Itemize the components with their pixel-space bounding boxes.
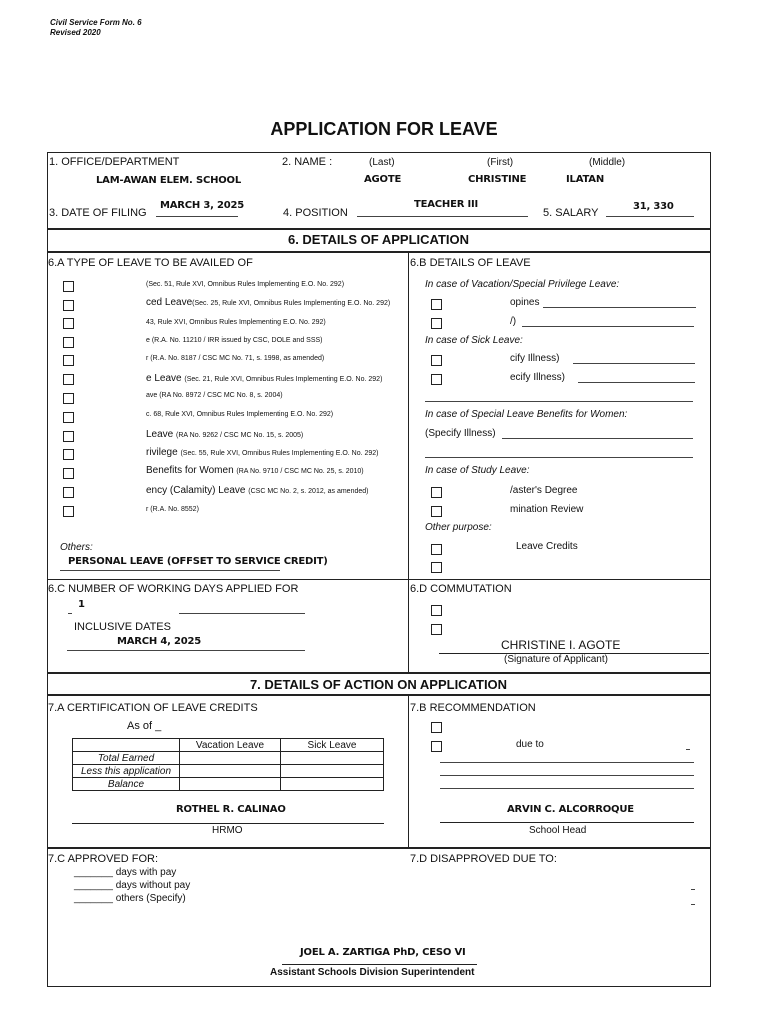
leave-checkbox[interactable] <box>63 300 74 311</box>
position-underline <box>357 216 528 217</box>
details-label: /) <box>510 316 517 327</box>
as-of-label: As of _ <box>127 720 162 732</box>
leave-type-label: rivilege (Sec. 55, Rule XVI, Omnibus Rules Implementing E.O. No. 292) <box>146 447 379 458</box>
table-cell[interactable] <box>180 752 281 765</box>
other-purpose-heading: Other purpose: <box>425 522 492 533</box>
others-label: Others: <box>60 542 93 553</box>
details-label: mination Review <box>510 504 584 515</box>
leave-type-label: r (R.A. No. 8552) <box>146 506 199 513</box>
applicant-name: CHRISTINE I. AGOTE <box>501 638 621 652</box>
hrmo-signature-line <box>72 823 384 824</box>
position-value: TEACHER III <box>414 199 479 210</box>
date-filing-value: MARCH 3, 2025 <box>160 200 245 211</box>
leave-credits-table <box>72 738 384 791</box>
leave-type-label: c. 68, Rule XVI, Omnibus Rules Implementing E.O. No. 292) <box>146 411 334 418</box>
divider <box>47 847 710 849</box>
details-underline <box>578 382 695 383</box>
details-underline <box>425 457 693 458</box>
leave-checkbox[interactable] <box>63 337 74 348</box>
first-name-value: CHRISTINE <box>468 174 527 185</box>
details-label: Leave Credits <box>516 541 578 552</box>
details-checkbox[interactable] <box>431 487 442 498</box>
school-head-title: School Head <box>529 825 587 836</box>
last-name-label: (Last) <box>369 157 395 168</box>
leave-checkbox[interactable] <box>63 318 74 329</box>
leave-type-label: ency (Calamity) Leave (CSC MC No. 2, s. 2012, as amended) <box>146 485 369 496</box>
column-divider <box>408 252 409 672</box>
leave-type-label: Benefits for Women (RA No. 9710 / CSC MC No. 25, s. 2010) <box>146 465 364 476</box>
recommendation-checkbox[interactable] <box>431 741 442 752</box>
recommendation-underline <box>440 775 694 776</box>
table-header: Sick Leave <box>281 739 384 752</box>
section-7d-label: 7.D DISAPPROVED DUE TO: <box>410 853 557 865</box>
details-checkbox[interactable] <box>431 299 442 310</box>
date-filing-label: 3. DATE OF FILING <box>49 207 147 219</box>
hrmo-title: HRMO <box>212 825 243 836</box>
table-cell[interactable] <box>281 765 384 778</box>
approved-line: _______ days without pay <box>74 880 191 891</box>
section-6b-label: 6.B DETAILS OF LEAVE <box>410 257 531 269</box>
details-checkbox[interactable] <box>431 355 442 366</box>
table-cell[interactable] <box>180 778 281 791</box>
leave-type-label: ced Leave(Sec. 25, Rule XVI, Omnibus Rules Implementing E.O. No. 292) <box>146 297 391 308</box>
details-underline <box>543 307 696 308</box>
details-underline <box>425 401 693 402</box>
days-underline <box>68 613 72 614</box>
recommendation-underline <box>686 749 690 750</box>
leave-type-label: 43, Rule XVI, Omnibus Rules Implementing E.O. No. 292) <box>146 319 326 326</box>
leave-checkbox[interactable] <box>63 449 74 460</box>
first-name-label: (First) <box>487 157 514 168</box>
table-row <box>73 765 384 778</box>
inclusive-dates-label: INCLUSIVE DATES <box>74 621 171 633</box>
days-underline <box>179 613 305 614</box>
leave-checkbox[interactable] <box>63 468 74 479</box>
recommendation-underline <box>440 762 694 763</box>
name-label: 2. NAME : <box>282 156 333 168</box>
details-checkbox[interactable] <box>431 544 442 555</box>
divider <box>47 251 710 253</box>
commutation-checkbox[interactable] <box>431 605 442 616</box>
divider <box>47 672 710 674</box>
school-head-name: ARVIN C. ALCORROQUE <box>507 804 634 815</box>
disapproved-underline <box>691 904 695 905</box>
section-7a-label: 7.A CERTIFICATION OF LEAVE CREDITS <box>48 702 258 714</box>
leave-type-label: Leave (RA No. 9262 / CSC MC No. 15, s. 2005) <box>146 429 304 440</box>
details-label: cify Illness) <box>510 353 560 364</box>
asds-title: Assistant Schools Division Superintendent <box>270 967 475 978</box>
leave-checkbox[interactable] <box>63 412 74 423</box>
date-underline <box>156 216 238 217</box>
vacation-heading: In case of Vacation/Special Privilege Leave: <box>425 279 620 290</box>
table-cell[interactable] <box>180 765 281 778</box>
leave-type-label: ave (RA No. 8972 / CSC MC No. 8, s. 2004) <box>146 392 283 399</box>
details-label: /aster's Degree <box>510 485 578 496</box>
details-checkbox[interactable] <box>431 318 442 329</box>
middle-name-value: ILATAN <box>566 174 605 185</box>
table-header: Vacation Leave <box>180 739 281 752</box>
leave-checkbox[interactable] <box>63 281 74 292</box>
approved-line: _______ others (Specify) <box>74 893 186 904</box>
leave-type-label: e (R.A. No. 11210 / IRR issued by CSC, DOLE and SSS) <box>146 337 323 344</box>
table-cell[interactable] <box>281 752 384 765</box>
others-value: PERSONAL LEAVE (OFFSET TO SERVICE CREDIT) <box>68 556 328 567</box>
details-underline <box>522 326 694 327</box>
recommendation-checkbox[interactable] <box>431 722 442 733</box>
details-underline <box>502 438 693 439</box>
leave-checkbox[interactable] <box>63 506 74 517</box>
form-revision: Revised 2020 <box>50 28 101 37</box>
signature-label: (Signature of Applicant) <box>504 654 608 665</box>
recommendation-underline <box>440 788 694 789</box>
hrmo-name: ROTHEL R. CALINAO <box>176 804 286 815</box>
divider <box>47 694 710 696</box>
salary-value: 31, 330 <box>633 201 674 212</box>
details-checkbox[interactable] <box>431 562 442 573</box>
women-heading: In case of Special Leave Benefits for Women: <box>425 409 628 420</box>
leave-checkbox[interactable] <box>63 393 74 404</box>
table-row-label: Less this application <box>73 765 180 778</box>
section-7-title: 7. DETAILS OF ACTION ON APPLICATION <box>249 677 508 692</box>
section-6-title: 6. DETAILS OF APPLICATION <box>287 232 470 247</box>
salary-underline <box>606 216 694 217</box>
divider <box>47 579 710 580</box>
office-value: LAM-AWAN ELEM. SCHOOL <box>96 175 242 186</box>
page-title: APPLICATION FOR LEAVE <box>270 119 498 139</box>
inclusive-underline <box>67 650 305 651</box>
asds-name: JOEL A. ZARTIGA PhD, CESO VI <box>300 947 466 958</box>
details-checkbox[interactable] <box>431 506 442 517</box>
sick-heading: In case of Sick Leave: <box>425 335 523 346</box>
column-divider <box>408 695 409 847</box>
commutation-checkbox[interactable] <box>431 624 442 635</box>
due-to-label: due to <box>516 739 544 750</box>
leave-type-label: e Leave (Sec. 21, Rule XVI, Omnibus Rules Implementing E.O. No. 292) <box>146 373 383 384</box>
details-label: opines <box>510 297 540 308</box>
section-7b-label: 7.B RECOMMENDATION <box>410 702 536 714</box>
divider <box>47 228 710 230</box>
inclusive-dates-value: MARCH 4, 2025 <box>117 636 202 647</box>
details-label: (Specify Illness) <box>425 428 496 439</box>
leave-checkbox[interactable] <box>63 374 74 385</box>
office-label: 1. OFFICE/DEPARTMENT <box>49 156 180 168</box>
table-header <box>73 739 180 752</box>
position-label: 4. POSITION <box>283 207 348 219</box>
last-name-value: AGOTE <box>364 174 402 185</box>
leave-checkbox[interactable] <box>63 487 74 498</box>
leave-type-label: (Sec. 51, Rule XVI, Omnibus Rules Implementing E.O. No. 292) <box>146 281 345 288</box>
table-row-label: Total Earned <box>73 752 180 765</box>
middle-name-label: (Middle) <box>589 157 626 168</box>
approved-line: _______ days with pay <box>74 867 177 878</box>
leave-type-label: r (R.A. No. 8187 / CSC MC No. 71, s. 1998, as amended) <box>146 355 325 362</box>
asds-signature-line <box>282 964 477 965</box>
table-row-label: Balance <box>73 778 180 791</box>
details-checkbox[interactable] <box>431 374 442 385</box>
table-row <box>73 778 384 791</box>
table-cell[interactable] <box>281 778 384 791</box>
section-7c-label: 7.C APPROVED FOR: <box>48 853 159 865</box>
section-6d-label: 6.D COMMUTATION <box>410 583 512 595</box>
section-6a-label: 6.A TYPE OF LEAVE TO BE AVAILED OF <box>48 257 253 269</box>
leave-checkbox[interactable] <box>63 355 74 366</box>
details-underline <box>573 363 695 364</box>
form-number: Civil Service Form No. 6 <box>50 18 142 27</box>
leave-checkbox[interactable] <box>63 431 74 442</box>
section-6c-label: 6.C NUMBER OF WORKING DAYS APPLIED FOR <box>48 583 299 595</box>
others-underline <box>60 570 280 571</box>
working-days-value: 1 <box>78 599 85 610</box>
table-header-row <box>73 739 384 752</box>
table-row <box>73 752 384 765</box>
disapproved-underline <box>691 889 695 890</box>
study-heading: In case of Study Leave: <box>425 465 530 476</box>
salary-label: 5. SALARY <box>543 207 599 219</box>
details-label: ecify Illness) <box>510 372 566 383</box>
school-head-signature-line <box>440 822 694 823</box>
